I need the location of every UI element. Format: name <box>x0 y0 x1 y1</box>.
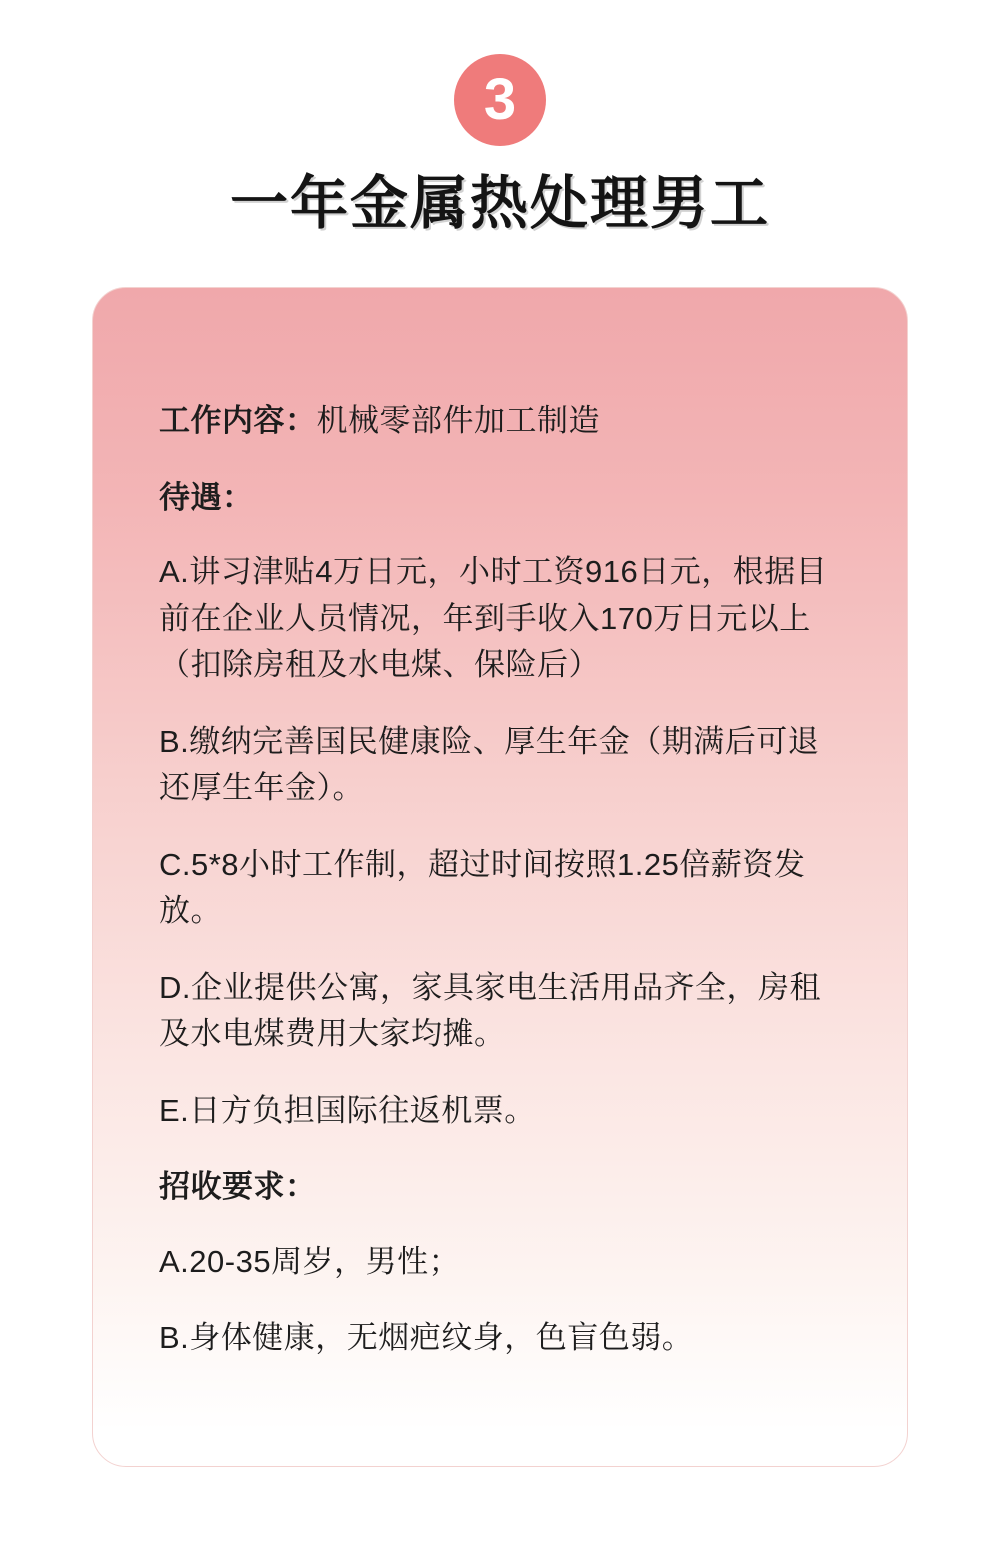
job-details-content <box>93 288 907 1402</box>
page-title: 一年金属热处理男工 <box>229 171 770 236</box>
section-number-badge <box>454 54 546 146</box>
detail-benefit-c: C.5*8小时工作制，超过时间按照1.25倍薪资发放。 <box>159 846 806 928</box>
detail-label: 工作内容： <box>159 403 317 438</box>
detail-benefit-b: B.缴纳完善国民健康险、厚生年金（期满后可退还厚生年金）。 <box>159 723 820 805</box>
detail-requirements-heading: 招收要求： <box>159 1169 317 1204</box>
section-number-text: 3 <box>483 67 517 132</box>
job-details-card <box>92 287 908 1467</box>
detail-benefit-a: A.讲习津贴4万日元，小时工资916日元，根据目前在企业人员情况，年到手收入170万日元以上（扣除房租及水电煤、保险后） <box>159 554 828 682</box>
detail-benefits-heading: 待遇： <box>159 479 254 515</box>
detail-requirement-a: A.20-35周岁，男性； <box>159 1243 461 1279</box>
detail-requirement-b: B.身体健康，无烟疤纹身，色盲色弱。 <box>159 1320 694 1355</box>
detail-text: 机械零部件加工制造 <box>316 403 600 438</box>
detail-benefit-d: D.企业提供公寓，家具家电生活用品齐全，房租及水电煤费用大家均摊。 <box>159 969 821 1051</box>
detail-benefit-e: E.日方负担国际往返机票。 <box>159 1092 536 1128</box>
detail-work-content <box>159 398 847 445</box>
poster-header <box>0 0 1000 236</box>
